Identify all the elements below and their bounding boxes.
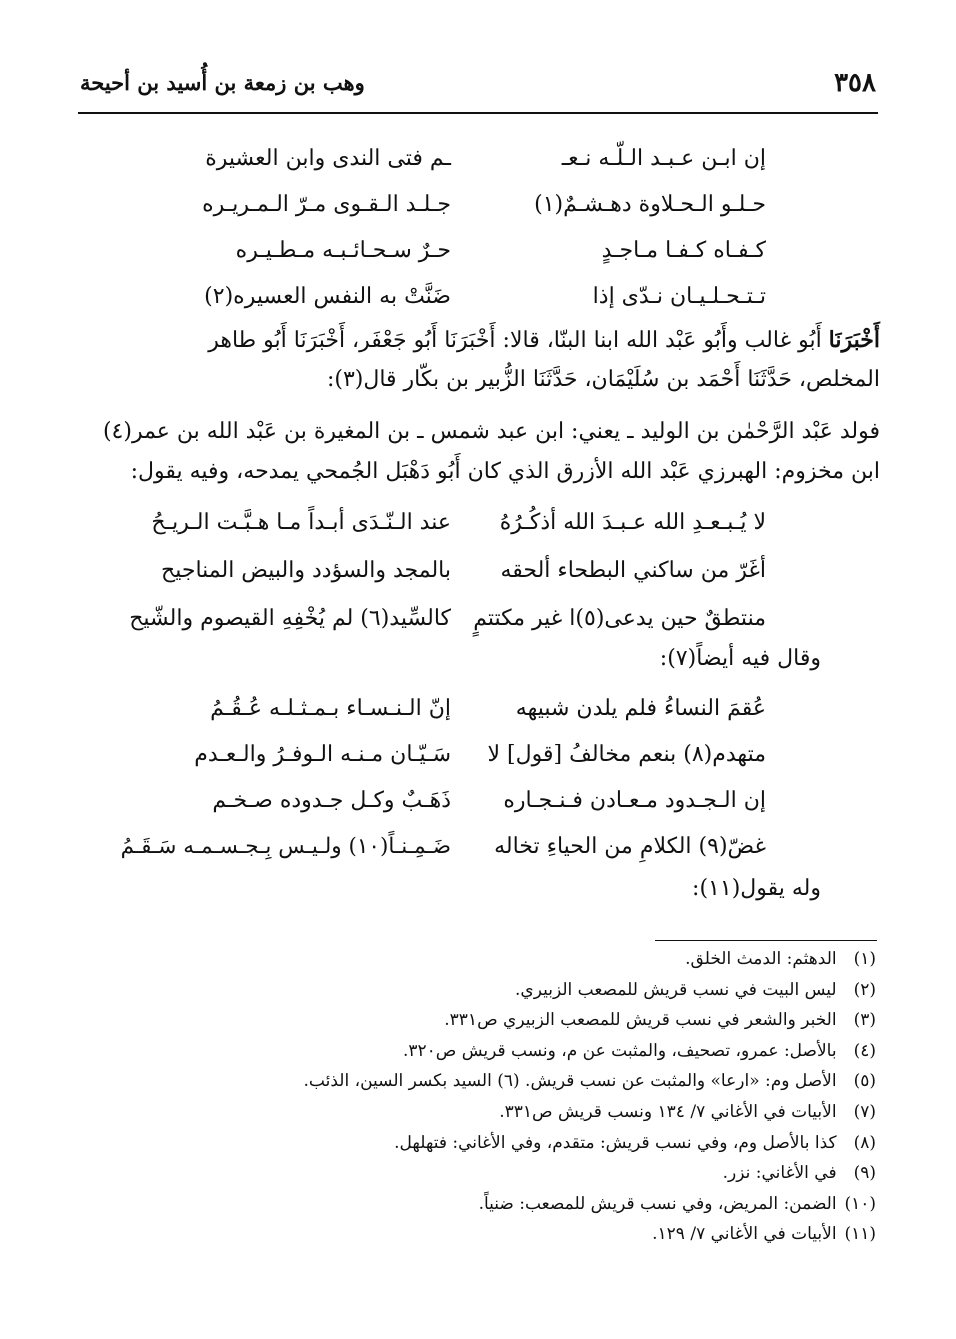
verse-hemistich-left: بالمجد والسؤدد والبيض المناجيح	[161, 558, 451, 583]
footnote-number: (٢)	[853, 979, 876, 1000]
footnote	[76, 1128, 876, 1159]
footnote-number: (٩)	[853, 1163, 876, 1184]
paragraph-line: ابن مخزوم: الهبرزي عَبْد الله الأزرق الذي كان أَبُو دَهْبَل الجُمحي يمدحه، وفيه يقول:	[130, 459, 880, 484]
footnote-text: الأبيات في الأغاني ٧/ ١٢٩.	[652, 1224, 837, 1245]
footnote	[76, 1066, 876, 1097]
footnote	[76, 1097, 876, 1128]
footnote-text: الدهثم: الدمث الخلق.	[685, 949, 837, 969]
footnote-number: (٣)	[853, 1010, 876, 1031]
footnote-number: (٤)	[853, 1040, 876, 1061]
footnote	[76, 975, 876, 1006]
footnote-text: الخبر والشعر في نسب قريش للمصعب الزبيري ص٣٣١.	[444, 1010, 837, 1031]
verse-hemistich-left: عند الـنّـدَى أبـداً مـا هـبَّـت الـريـحُ	[151, 510, 451, 535]
verse-hemistich-right: عُقمَ النساءُ فلم يلدن شبيهه	[515, 696, 766, 721]
footnote	[76, 1005, 876, 1036]
verse-hemistich-left: ضَـمِـنـاً(١٠) ولـيـس بِـجـسـمـه سَـقَـمُ	[120, 834, 451, 859]
verse-hemistich-left: ضَنَّتْ به النفس العسيره(٢)	[204, 284, 451, 309]
verse-hemistich-left: جـلـد الـقـوى مـرّ الـمـريـره	[202, 192, 451, 217]
footnote-text: الأبيات في الأغاني ٧/ ١٣٤ ونسب قريش ص٣٣١.	[499, 1101, 837, 1122]
verse-hemistich-left: ـم فتى الندى وابن العشيرة	[205, 146, 451, 171]
footnote	[76, 1219, 876, 1250]
verse-hemistich-right: تـتـحـلـيـان نـدّى إذا	[592, 284, 766, 309]
akhbarana-lead: أَخْبَرَنَا	[828, 327, 880, 353]
verse-hemistich-right: لا يُـبـعـدِ الله عـبـدَ الله أذكُـرُهُ	[499, 510, 766, 535]
footnote	[76, 1189, 876, 1220]
verse-hemistich-right: غضّ(٩) الكلامِ من الحياءِ تخاله	[494, 834, 766, 859]
footnote	[76, 944, 876, 975]
verse-hemistich-left: ذَهَـبٌ وكـل جـدوده صـخـم	[212, 788, 451, 813]
verse-hemistich-right: كـفـاه كـفـا مـاجـدٍ	[601, 238, 766, 263]
paragraph-line	[78, 320, 880, 361]
paragraph-line: فولد عَبْد الرَّحْمٰن بن الوليد ـ يعني: ابن عبد شمس ـ بن المغيرة بن عَبْد الله بن عمر(٤)	[102, 419, 880, 444]
running-title: وهب بن زمعة بن أُسيد بن أحيحة	[80, 70, 365, 95]
footnote-text: الأصل وم: «ارعا» والمثبت عن نسب قريش. (٦) السيد بكسر السين، الذئب.	[303, 1071, 837, 1092]
verse-hemistich-left: سَـيّـان مـنـه الـوفـرُ والـعـدم	[194, 742, 451, 767]
footnote-number: (١٠)	[844, 1193, 876, 1214]
paragraph-text: أَبُو غالب وأَبُو عَبْد الله ابنا البنّا، قالا: أَخْبَرَنَا أَبُو جَعْفَر، أَخْبَرَنَا أَبُو طاهر	[208, 328, 829, 353]
footnote-number: (٧)	[853, 1101, 876, 1122]
verse-hemistich-left: كالسِّيد(٦) لم يُخْفِهِ القيصوم والشّيح	[129, 606, 451, 631]
footnote-number: (١)	[853, 949, 876, 969]
verse-hemistich-right: متهدم(٨) بنعم مخالفُ [قول] لا	[487, 742, 766, 767]
footnote-rule	[655, 940, 877, 941]
page-header	[80, 58, 876, 110]
page-number: ٣٥٨	[834, 68, 876, 98]
footnote	[76, 1036, 876, 1067]
footnote-text: ليس البيت في نسب قريش للمصعب الزبيري.	[515, 979, 837, 1000]
paragraph-line: وله يقول(١١):	[692, 876, 821, 901]
paragraph-line: وقال فيه أيضاً(٧):	[659, 646, 821, 671]
footnote-text: الضمن: المريض، وفي نسب قريش للمصعب: ضنياً.	[478, 1193, 837, 1214]
header-rule	[78, 112, 878, 114]
verse-hemistich-left: إنّ الـنـسـاء بـمـثـلـه عُـقُـمُ	[210, 696, 451, 721]
footnote	[76, 1158, 876, 1189]
verse-hemistich-right: أغَرّ من ساكني البطحاء ألحقه	[500, 558, 766, 583]
verse-hemistich-right: إن ابـن عـبـد الـلّـه نـعـ	[561, 146, 766, 171]
footnote-text: في الأغاني: نزر.	[722, 1163, 837, 1184]
verse-hemistich-left: حـرٌ سـحـائـبـه مـطـيـره	[235, 238, 451, 263]
footnote-number: (١١)	[844, 1224, 876, 1245]
footnote-text: كذا بالأصل وم، وفي نسب قريش: متقدم، وفي الأغاني: فتهلهل.	[394, 1132, 837, 1153]
footnote-number: (٨)	[853, 1132, 876, 1153]
verse-hemistich-right: إن الـجـدود مـعـادن فـنـجـاره	[503, 788, 766, 813]
paragraph-line: المخلص، حَدَّثَنَا أَحْمَد بن سُلَيْمَان، حَدَّثَنَا الزُّبير بن بكّار قال(٣):	[326, 367, 880, 392]
verse-hemistich-right: حـلـو الـحـلاوة دهـشـمٌ(١)	[534, 192, 766, 217]
footnotes	[76, 944, 876, 1250]
footnote-text: بالأصل: عمرو، تصحيف، والمثبت عن م، ونسب قريش ص٣٢٠.	[402, 1040, 837, 1061]
verse-hemistich-right: منتطقٌ حين يدعى(٥)ا غير مكتتمٍ	[473, 606, 766, 631]
footnote-number: (٥)	[853, 1071, 876, 1092]
